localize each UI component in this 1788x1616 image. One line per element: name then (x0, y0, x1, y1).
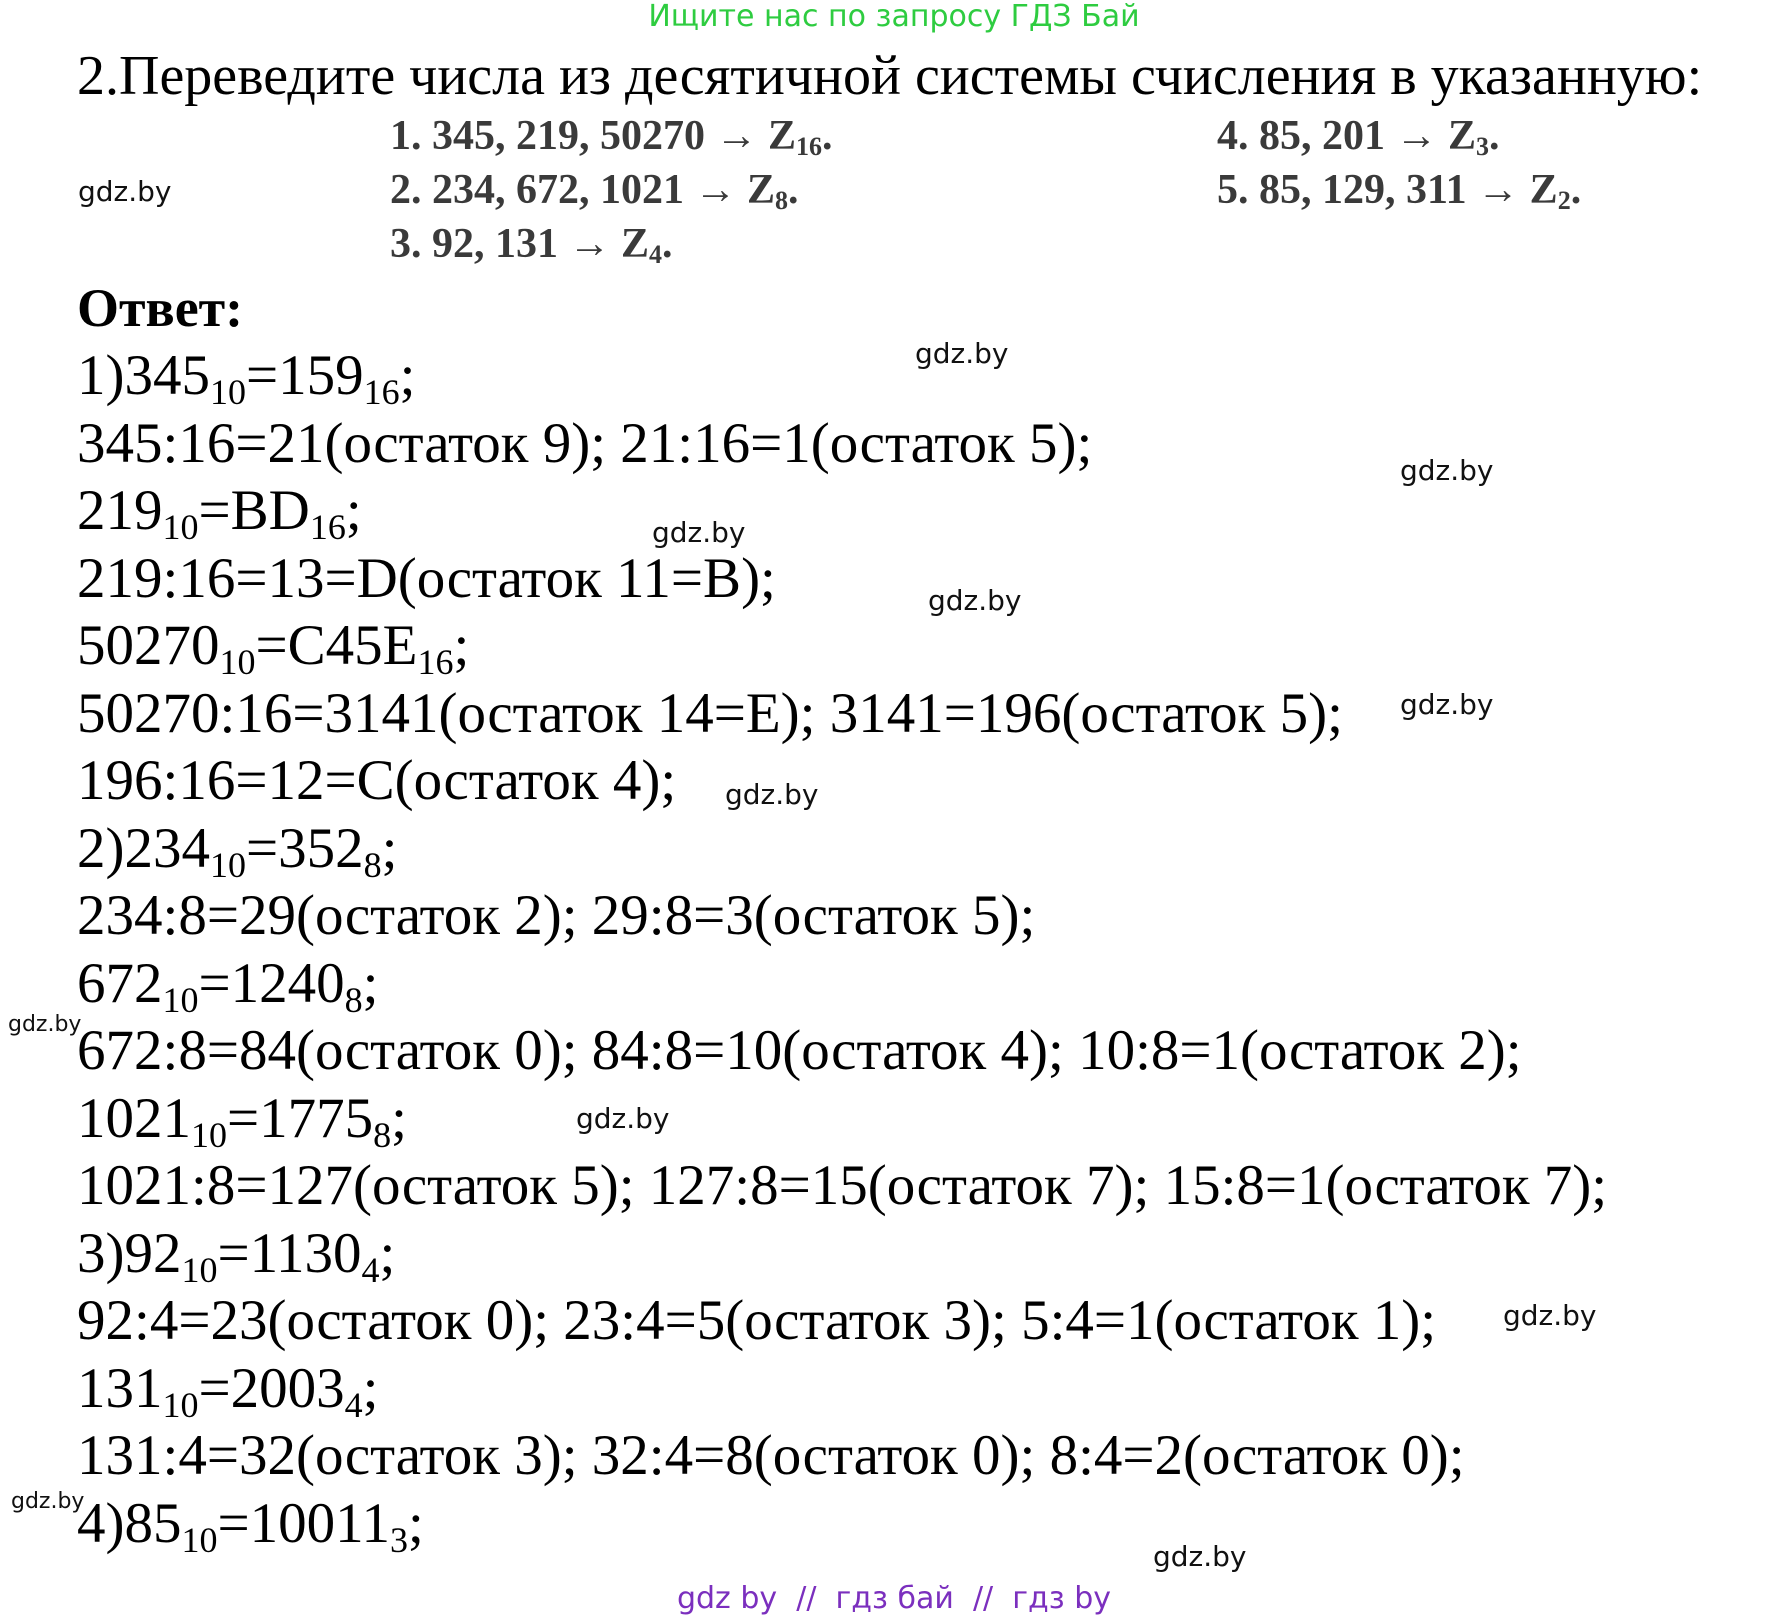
task-list-right (1217, 109, 1581, 217)
answer-text: =10011 (217, 1491, 391, 1555)
watermark: gdz.by (1503, 1299, 1597, 1332)
answer-line (77, 1287, 1607, 1355)
base-subscript: 4 (361, 1249, 380, 1290)
answer-text: =1130 (217, 1221, 362, 1285)
answer-text: ; (391, 1086, 407, 1150)
task-item-base: 8 (775, 186, 789, 215)
answer-text: ; (379, 1221, 396, 1285)
answer-text: ; (345, 479, 362, 542)
answer-line (77, 1220, 1607, 1288)
task-item (390, 217, 833, 271)
answer-text: 131:4=32(остаток 3); 32:4=8(остаток 0); 8:4=2(остаток 0); (77, 1424, 1465, 1487)
answer-label: Ответ: (77, 278, 244, 338)
answer-text: =1775 (227, 1086, 374, 1150)
answer-text: =C45E (255, 614, 418, 677)
base-subscript: 10 (181, 1519, 218, 1560)
base-subscript: 16 (309, 507, 346, 547)
answer-text: =2003 (198, 1356, 345, 1420)
task-item (1217, 163, 1581, 217)
base-subscript: 10 (162, 507, 199, 547)
answer-text: 219 (77, 479, 163, 542)
task-item (390, 163, 833, 217)
base-subscript: 3 (390, 1519, 409, 1560)
answer-text: 672 (77, 951, 163, 1015)
task-list-left (390, 109, 833, 271)
answer-text: 219:16=13=D(остаток 11=B); (77, 546, 776, 610)
answer-line (77, 1422, 1607, 1490)
base-subscript: 8 (373, 1114, 392, 1155)
footer-links[interactable]: gdz by // гдз бай // гдз by (676, 1581, 1112, 1616)
answer-text: ; (453, 614, 470, 677)
task-item-text: 5. 85, 129, 311 → Z (1217, 167, 1558, 213)
answer-line (77, 545, 1607, 613)
task-item-base: 2 (1557, 186, 1571, 215)
answer-text: 1021:8=127(остаток 5); 127:8=15(остаток 7); 15:8=1(остаток 7); (77, 1154, 1608, 1217)
base-subscript: 10 (191, 1114, 227, 1155)
answer-text: 1021 (77, 1086, 191, 1150)
watermark: gdz.by (78, 175, 172, 208)
watermark: gdz.by (915, 337, 1009, 370)
answer-line (77, 815, 1607, 883)
answer-line (77, 950, 1607, 1018)
answer-text: ; (399, 344, 416, 407)
task-item-base: 4 (649, 240, 663, 269)
answer-text: 2)234 (77, 816, 210, 880)
answer-line (77, 612, 1607, 680)
base-subscript: 16 (417, 642, 454, 682)
answer-text: 196:16=12=C(остаток 4); (77, 749, 677, 812)
task-item-base: 16 (796, 132, 823, 161)
answer-text: =1240 (198, 951, 345, 1015)
answer-lines (77, 342, 1608, 1560)
watermark: gdz.by (11, 1489, 85, 1514)
answer-text: ; (381, 816, 398, 880)
answer-text: =159 (245, 344, 364, 407)
base-subscript: 8 (344, 979, 363, 1020)
answer-text: 4)85 (77, 1491, 182, 1555)
answer-line (77, 410, 1607, 478)
answer-line (77, 1085, 1607, 1153)
base-subscript: 10 (209, 372, 246, 412)
task-item-end: . (822, 113, 833, 159)
answer-text: =BD (198, 479, 310, 542)
answer-text: 345:16=21(остаток 9); 21:16=1(остаток 5); (77, 411, 1093, 475)
base-subscript: 10 (162, 1384, 199, 1425)
answer-text: 672:8=84(остаток 0); 84:8=10(остаток 4); 10:8=1(остаток 2); (77, 1019, 1522, 1082)
answer-line (77, 680, 1607, 748)
answer-line (77, 882, 1607, 950)
base-subscript: 8 (363, 844, 382, 885)
top-banner-link[interactable]: Ищите нас по запросу ГДЗ Бай (648, 0, 1140, 34)
base-subscript: 16 (363, 372, 400, 412)
answer-text: 92:4=23(остаток 0); 23:4=5(остаток 3); 5:4=1(остаток 1); (77, 1289, 1437, 1352)
watermark: gdz.by (8, 1012, 82, 1037)
task-item (1217, 109, 1581, 163)
base-subscript: 10 (181, 1249, 218, 1290)
answer-text: 1)345 (77, 344, 210, 407)
answer-text: =352 (245, 816, 364, 880)
watermark: gdz.by (1400, 688, 1494, 721)
answer-text: 3)92 (77, 1221, 182, 1285)
base-subscript: 10 (219, 642, 256, 682)
base-subscript: 10 (209, 844, 246, 885)
answer-line (77, 1017, 1607, 1085)
task-item-end: . (662, 221, 673, 267)
task-item-text: 2. 234, 672, 1021 → Z (390, 167, 776, 213)
task-item-text: 3. 92, 131 → Z (390, 221, 650, 267)
watermark: gdz.by (928, 584, 1022, 617)
task-item (390, 109, 833, 163)
task-item-end: . (1570, 167, 1582, 213)
watermark: gdz.by (725, 778, 819, 811)
watermark: gdz.by (1153, 1540, 1247, 1573)
answer-line (77, 1355, 1607, 1423)
answer-text: 50270 (77, 614, 220, 677)
answer-line (77, 477, 1607, 545)
watermark: gdz.by (652, 516, 746, 549)
task-item-end: . (788, 167, 799, 213)
task-title: 2.Переведите числа из десятичной системы счисления в указанную: (77, 45, 1703, 107)
task-item-end: . (1489, 113, 1500, 159)
answer-text: ; (408, 1491, 424, 1555)
task-item-base: 3 (1476, 132, 1490, 161)
answer-text: ; (362, 1356, 379, 1420)
answer-text: 131 (77, 1356, 163, 1420)
answer-line (77, 747, 1607, 815)
answer-text: 234:8=29(остаток 2); 29:8=3(остаток 5); (77, 884, 1036, 947)
answer-line (77, 342, 1607, 410)
answer-line (77, 1490, 1607, 1558)
base-subscript: 10 (162, 979, 199, 1020)
watermark: gdz.by (1400, 454, 1494, 487)
watermark: gdz.by (576, 1102, 670, 1135)
answer-text: ; (362, 951, 379, 1015)
task-item-text: 4. 85, 201 → Z (1217, 113, 1477, 159)
base-subscript: 4 (344, 1384, 363, 1425)
answer-text: 50270:16=3141(остаток 14=E); 3141=196(остаток 5); (77, 681, 1343, 745)
task-item-text: 1. 345, 219, 50270 → Z (390, 113, 797, 159)
answer-line (77, 1152, 1607, 1220)
